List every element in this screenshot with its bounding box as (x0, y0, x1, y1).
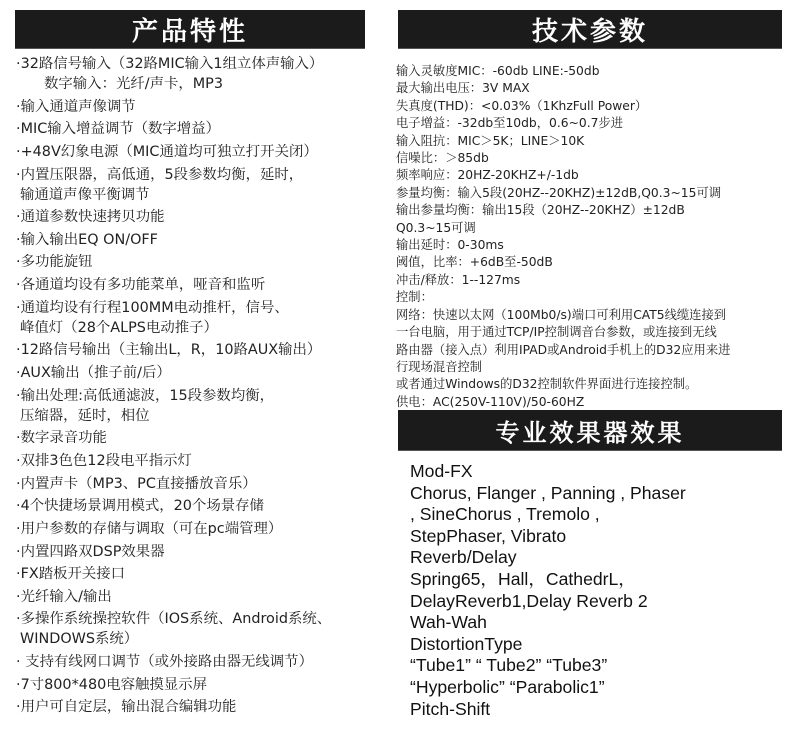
effects-heading-banner (398, 410, 782, 450)
feature-item (16, 542, 388, 562)
feature-text: ·输出处理:高低通滤波，15段参数均衡， (16, 387, 274, 404)
specs-heading: 技术参数 (531, 16, 648, 47)
effect-line: DistortionType (410, 633, 523, 654)
feature-item (16, 451, 388, 471)
specs-list (396, 63, 796, 411)
effect-line: “Hyperbolic” “Parabolic1” (410, 676, 605, 697)
feature-text: ·用户可自定层，输出混合编辑功能 (16, 699, 237, 716)
spec-line: 一台电脑，用于通过TCP/IP控制调音台参数，或连接到无线 (396, 325, 717, 340)
feature-text: ·通道均设有行程100MM电动推杆，信号、 (16, 299, 289, 316)
effect-line: “Tube1” “ Tube2” “Tube3” (410, 655, 608, 676)
effect-line: Chorus, Flanger , Panning , Phaser (410, 482, 686, 503)
feature-text: ·多功能旋钮 (16, 254, 93, 271)
spec-line: 输入阻抗：MIC＞5K；LINE＞10K (396, 133, 585, 148)
feature-item (16, 142, 388, 162)
features-heading: 产品特性 (131, 16, 248, 47)
feature-text: ·AUX输出（推子前/后） (16, 365, 171, 382)
spec-line: 输出延时：0-30ms (396, 238, 504, 253)
spec-line: 路由器（接入点）利用IPAD或Android手机上的D32应用来进 (396, 342, 731, 357)
feature-item (16, 340, 388, 360)
feature-item (16, 298, 388, 338)
feature-text: ·通道参数快速拷贝功能 (16, 209, 165, 226)
feature-item (16, 363, 388, 383)
feature-item (16, 496, 388, 516)
spec-line: 或者通过Windows的D32控制软件界面进行连接控制。 (396, 377, 698, 392)
feature-text: ·内置压限器，高低通，5段参数均衡，延时， (16, 166, 304, 183)
spec-line: 输出参量均衡：输出15段（20HZ--20KHZ）±12dB (396, 203, 685, 218)
feature-text: ·多操作系统操控软件（IOS系统、Android系统、 (16, 611, 332, 628)
feature-item (16, 252, 388, 272)
feature-text: ·用户参数的存储与调取（可在pc端管理） (16, 520, 283, 537)
feature-text: ·+48V幻象电源（MIC通道均可独立打开关闭） (16, 143, 318, 160)
effect-line: DelayReverb1,Delay Reverb 2 (410, 590, 648, 611)
feature-continuation: 峰值灯（28个ALPS电动推子） (20, 319, 218, 336)
spec-line: 冲击/释放：1--127ms (396, 272, 521, 287)
spec-line: 行现场混音控制 (396, 359, 483, 374)
effect-line: Reverb/Delay (410, 547, 517, 568)
spec-line: 失真度(THD)：<0.03%（1KhzFull Power） (396, 98, 648, 113)
feature-item (16, 230, 388, 250)
feature-item (16, 652, 388, 672)
spec-line: 参量均衡：输入5段(20HZ--20KHZ)±12dB,Q0.3~15可调 (396, 185, 722, 200)
effect-line: Mod-FX (410, 461, 473, 481)
feature-continuation: 压缩器，延时，相位 (20, 407, 150, 424)
effect-line: Spring65，Hall，CathedrL， (410, 568, 636, 589)
feature-continuation: 输通道声像平衡调节 (20, 186, 150, 203)
spec-line: 阈值，比率：+6dB至-50dB (396, 255, 553, 270)
feature-item (16, 54, 388, 94)
spec-line: 最大输出电压：3V MAX (396, 81, 530, 96)
effects-list (410, 461, 790, 720)
feature-text: ·4个快捷场景调用模式，20个场景存储 (16, 498, 264, 515)
feature-item (16, 119, 388, 139)
spec-line: 网络：快速以太网（100Mb0/s)端口可利用CAT5线缆连接到 (396, 307, 727, 322)
feature-text: ·内置四路双DSP效果器 (16, 543, 165, 560)
feature-text: · 支持有线网口调节（或外接路由器无线调节） (16, 654, 313, 671)
feature-text: ·各通道均设有多功能菜单，哑音和监听 (16, 277, 266, 294)
spec-line: 供电：AC(250V-110V)/50-60HZ (396, 394, 585, 409)
feature-text: ·输入通道声像调节 (16, 98, 136, 115)
effect-line: , SineChorus , Tremolo , (410, 504, 600, 525)
feature-item (16, 428, 388, 448)
feature-continuation: WINDOWS系统） (20, 631, 139, 648)
feature-item (16, 474, 388, 494)
feature-item (16, 207, 388, 227)
feature-item (16, 386, 388, 426)
specs-heading-banner (398, 10, 782, 48)
feature-item (16, 587, 388, 607)
feature-text: ·32路信号输入（32路MIC输入1组立体声输入） (16, 56, 324, 72)
effect-line: Wah-Wah (410, 612, 487, 633)
effects-heading: 专业效果器效果 (495, 418, 685, 447)
feature-item (16, 519, 388, 539)
feature-text: ·MIC输入增益调节（数字增益） (16, 121, 220, 138)
spec-line: 频率响应：20HZ-20KHZ+/-1db (396, 168, 579, 183)
feature-item (16, 165, 388, 205)
features-heading-banner (15, 10, 365, 48)
effect-line: Pitch-Shift (410, 698, 491, 719)
features-list (16, 54, 388, 720)
feature-item (16, 275, 388, 295)
feature-subline: 数字输入：光纤/声卡，MP3 (44, 76, 224, 92)
feature-text: ·光纤输入/输出 (16, 588, 112, 605)
feature-item (16, 609, 388, 649)
feature-text: ·输入输出EQ ON/OFF (16, 231, 158, 248)
spec-line: 控制： (396, 290, 433, 305)
feature-text: ·7寸800*480电容触摸显示屏 (16, 676, 207, 693)
feature-text: ·内置声卡（MP3、PC直接播放音乐） (16, 475, 257, 492)
effect-line: StepPhaser, Vibrato (410, 525, 567, 546)
spec-line: Q0.3~15可调 (396, 220, 476, 235)
spec-line: 输入灵敏度MIC：-60db LINE:-50db (396, 64, 600, 78)
feature-item (16, 697, 388, 717)
spec-line: 信噪比：＞85db (396, 151, 489, 166)
spec-line: 电子增益：-32db至10db，0.6~0.7步进 (396, 116, 624, 131)
feature-text: ·数字录音功能 (16, 430, 107, 447)
feature-text: ·12路信号输出（主输出L，R，10路AUX输出） (16, 342, 322, 359)
feature-item (16, 564, 388, 584)
feature-text: ·FX踏板开关接口 (16, 566, 126, 583)
feature-text: ·双排3色色12段电平指示灯 (16, 452, 192, 469)
feature-item (16, 675, 388, 695)
feature-item (16, 97, 388, 117)
